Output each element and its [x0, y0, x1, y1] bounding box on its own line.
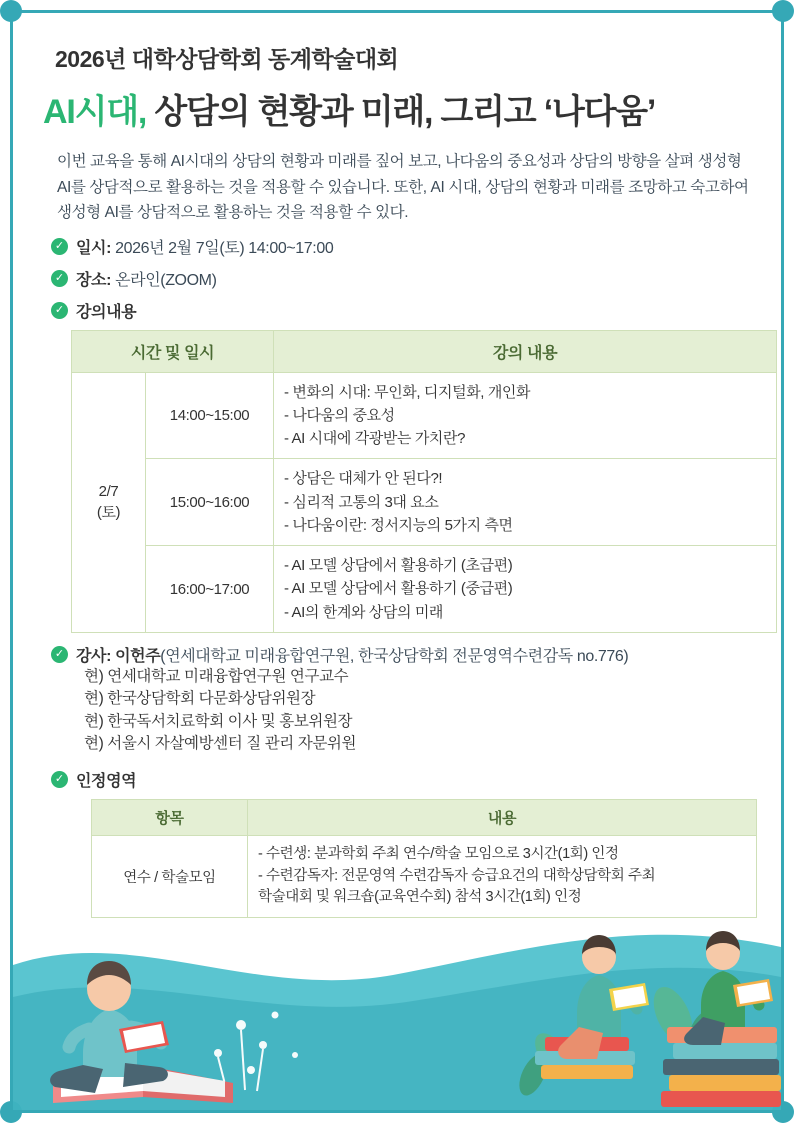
- schedule-day-cell: [72, 372, 146, 632]
- schedule-time-cell: 15:00~16:00: [146, 459, 274, 546]
- schedule-time-cell: 14:00~15:00: [146, 372, 274, 459]
- page-title: [43, 84, 753, 133]
- check-icon: ✓: [51, 238, 68, 255]
- check-icon: ✓: [51, 771, 68, 788]
- info-row-date: [51, 235, 753, 258]
- table-row: [72, 459, 777, 546]
- info-place: [76, 267, 217, 290]
- credit-heading-row: [51, 768, 753, 791]
- credit-item-cell: 연수 / 학술모임: [92, 835, 248, 917]
- lecturer-career: 현) 연세대학교 미래융합연구원 연구교수: [84, 667, 349, 685]
- lead-paragraph: 이번 교육을 통해 AI시대의 상담의 현황과 미래를 짚어 보고, 나다움의 중요성과 상담의 방향을 살펴 생성형 AI를 상담적으로 활용하는 것을 적용할 수 있습니다. 또한, AI 시대, 상담의 현황과 미래를 조망하고 숙고하여 생성형 AI를 상담적으로 활용하는 것을 적용할 수 있다.: [57, 153, 749, 222]
- schedule-desc-line: - AI 모델 상담에서 활용하기 (초급편): [284, 557, 513, 575]
- schedule-header-content: 강의 내용: [274, 330, 777, 372]
- schedule-desc-cell: [274, 372, 777, 459]
- credit-header-content: 내용: [248, 799, 757, 835]
- info-place-label: 장소:: [76, 271, 112, 289]
- schedule-desc-line: - 나다움이란: 정서지능의 5가지 측면: [284, 516, 513, 534]
- schedule-desc-line: - 변화의 시대: 무인화, 디지털화, 개인화: [284, 383, 531, 401]
- schedule-desc-cell: [274, 546, 777, 633]
- schedule-desc-line: - AI 모델 상담에서 활용하기 (중급편): [284, 580, 513, 598]
- lecturer-career: 현) 한국독서치료학회 이사 및 홍보위원장: [84, 712, 353, 730]
- credit-desc-line: - 수련생: 분과학회 주최 연수/학술 모임으로 3시간(1회) 인정: [258, 845, 619, 862]
- schedule-day-line1: 2/7: [98, 482, 119, 500]
- lecturer-career: 현) 서울시 자살예방센터 질 관리 자문위원: [84, 735, 357, 753]
- lecturer-row: [51, 643, 753, 666]
- page-title-rest: 상담의 현황과 미래, 그리고 ‘나다움’: [146, 93, 656, 131]
- lecturer-career: 현) 한국상담학회 다문화상담위원장: [84, 690, 316, 708]
- table-row: [72, 372, 777, 459]
- page-title-highlight: AI시대,: [43, 93, 147, 131]
- schedule-table: [71, 330, 777, 633]
- schedule-desc-line: - AI 시대에 각광받는 가치란?: [284, 430, 466, 448]
- illustration-svg: [13, 905, 781, 1110]
- check-icon: ✓: [51, 270, 68, 287]
- table-row: [72, 546, 777, 633]
- credit-title: 인정영역: [76, 772, 137, 790]
- schedule-header-time: 시간 및 일시: [72, 330, 274, 372]
- lecturer-line: [76, 643, 628, 666]
- info-date-label: 일시:: [76, 239, 112, 257]
- curriculum-label: 강의내용: [76, 303, 137, 321]
- info-place-value: 온라인(ZOOM): [111, 271, 217, 289]
- table-header-row: [92, 799, 757, 835]
- credit-header-item: 항목: [92, 799, 248, 835]
- event-kicker: 2026년 대학상담학회 동계학술대회: [55, 46, 399, 72]
- info-row-place: [51, 267, 753, 290]
- check-icon: ✓: [51, 646, 68, 663]
- schedule-desc-line: - 상담은 대체가 안 된다?!: [284, 470, 443, 488]
- check-icon: ✓: [51, 302, 68, 319]
- schedule-desc-line: - 나다움의 중요성: [284, 406, 395, 424]
- schedule-desc-cell: [274, 459, 777, 546]
- credit-desc-line: - 수련감독자: 전문영역 수련감독자 승급요건의 대학상담학회 주최: [258, 867, 656, 884]
- credit-desc-line: 학술대회 및 워크숍(교육연수회) 참석 3시간(1회) 인정: [258, 889, 582, 906]
- curriculum-heading: [76, 299, 136, 322]
- schedule-desc-line: - AI의 한계와 상담의 미래: [284, 603, 444, 621]
- bottom-illustration: [13, 905, 781, 1110]
- lecturer-affiliation: (연세대학교 미래융합연구원, 한국상담학회 전문영역수련감독 no.776): [160, 647, 629, 665]
- schedule-desc-line: - 심리적 고통의 3대 요소: [284, 493, 439, 511]
- table-header-row: [72, 330, 777, 372]
- info-date: [76, 235, 333, 258]
- info-date-value: 2026년 2월 7일(토) 14:00~17:00: [111, 239, 334, 257]
- lecturer-block: [51, 643, 753, 756]
- lecturer-name: 이헌주: [111, 647, 161, 665]
- schedule-time-cell: 16:00~17:00: [146, 546, 274, 633]
- credit-table: [91, 799, 757, 918]
- info-row-curriculum: [51, 299, 753, 322]
- lecturer-label: 강사:: [76, 647, 112, 665]
- schedule-day-line2: (토): [96, 504, 121, 522]
- credit-heading: [76, 768, 136, 791]
